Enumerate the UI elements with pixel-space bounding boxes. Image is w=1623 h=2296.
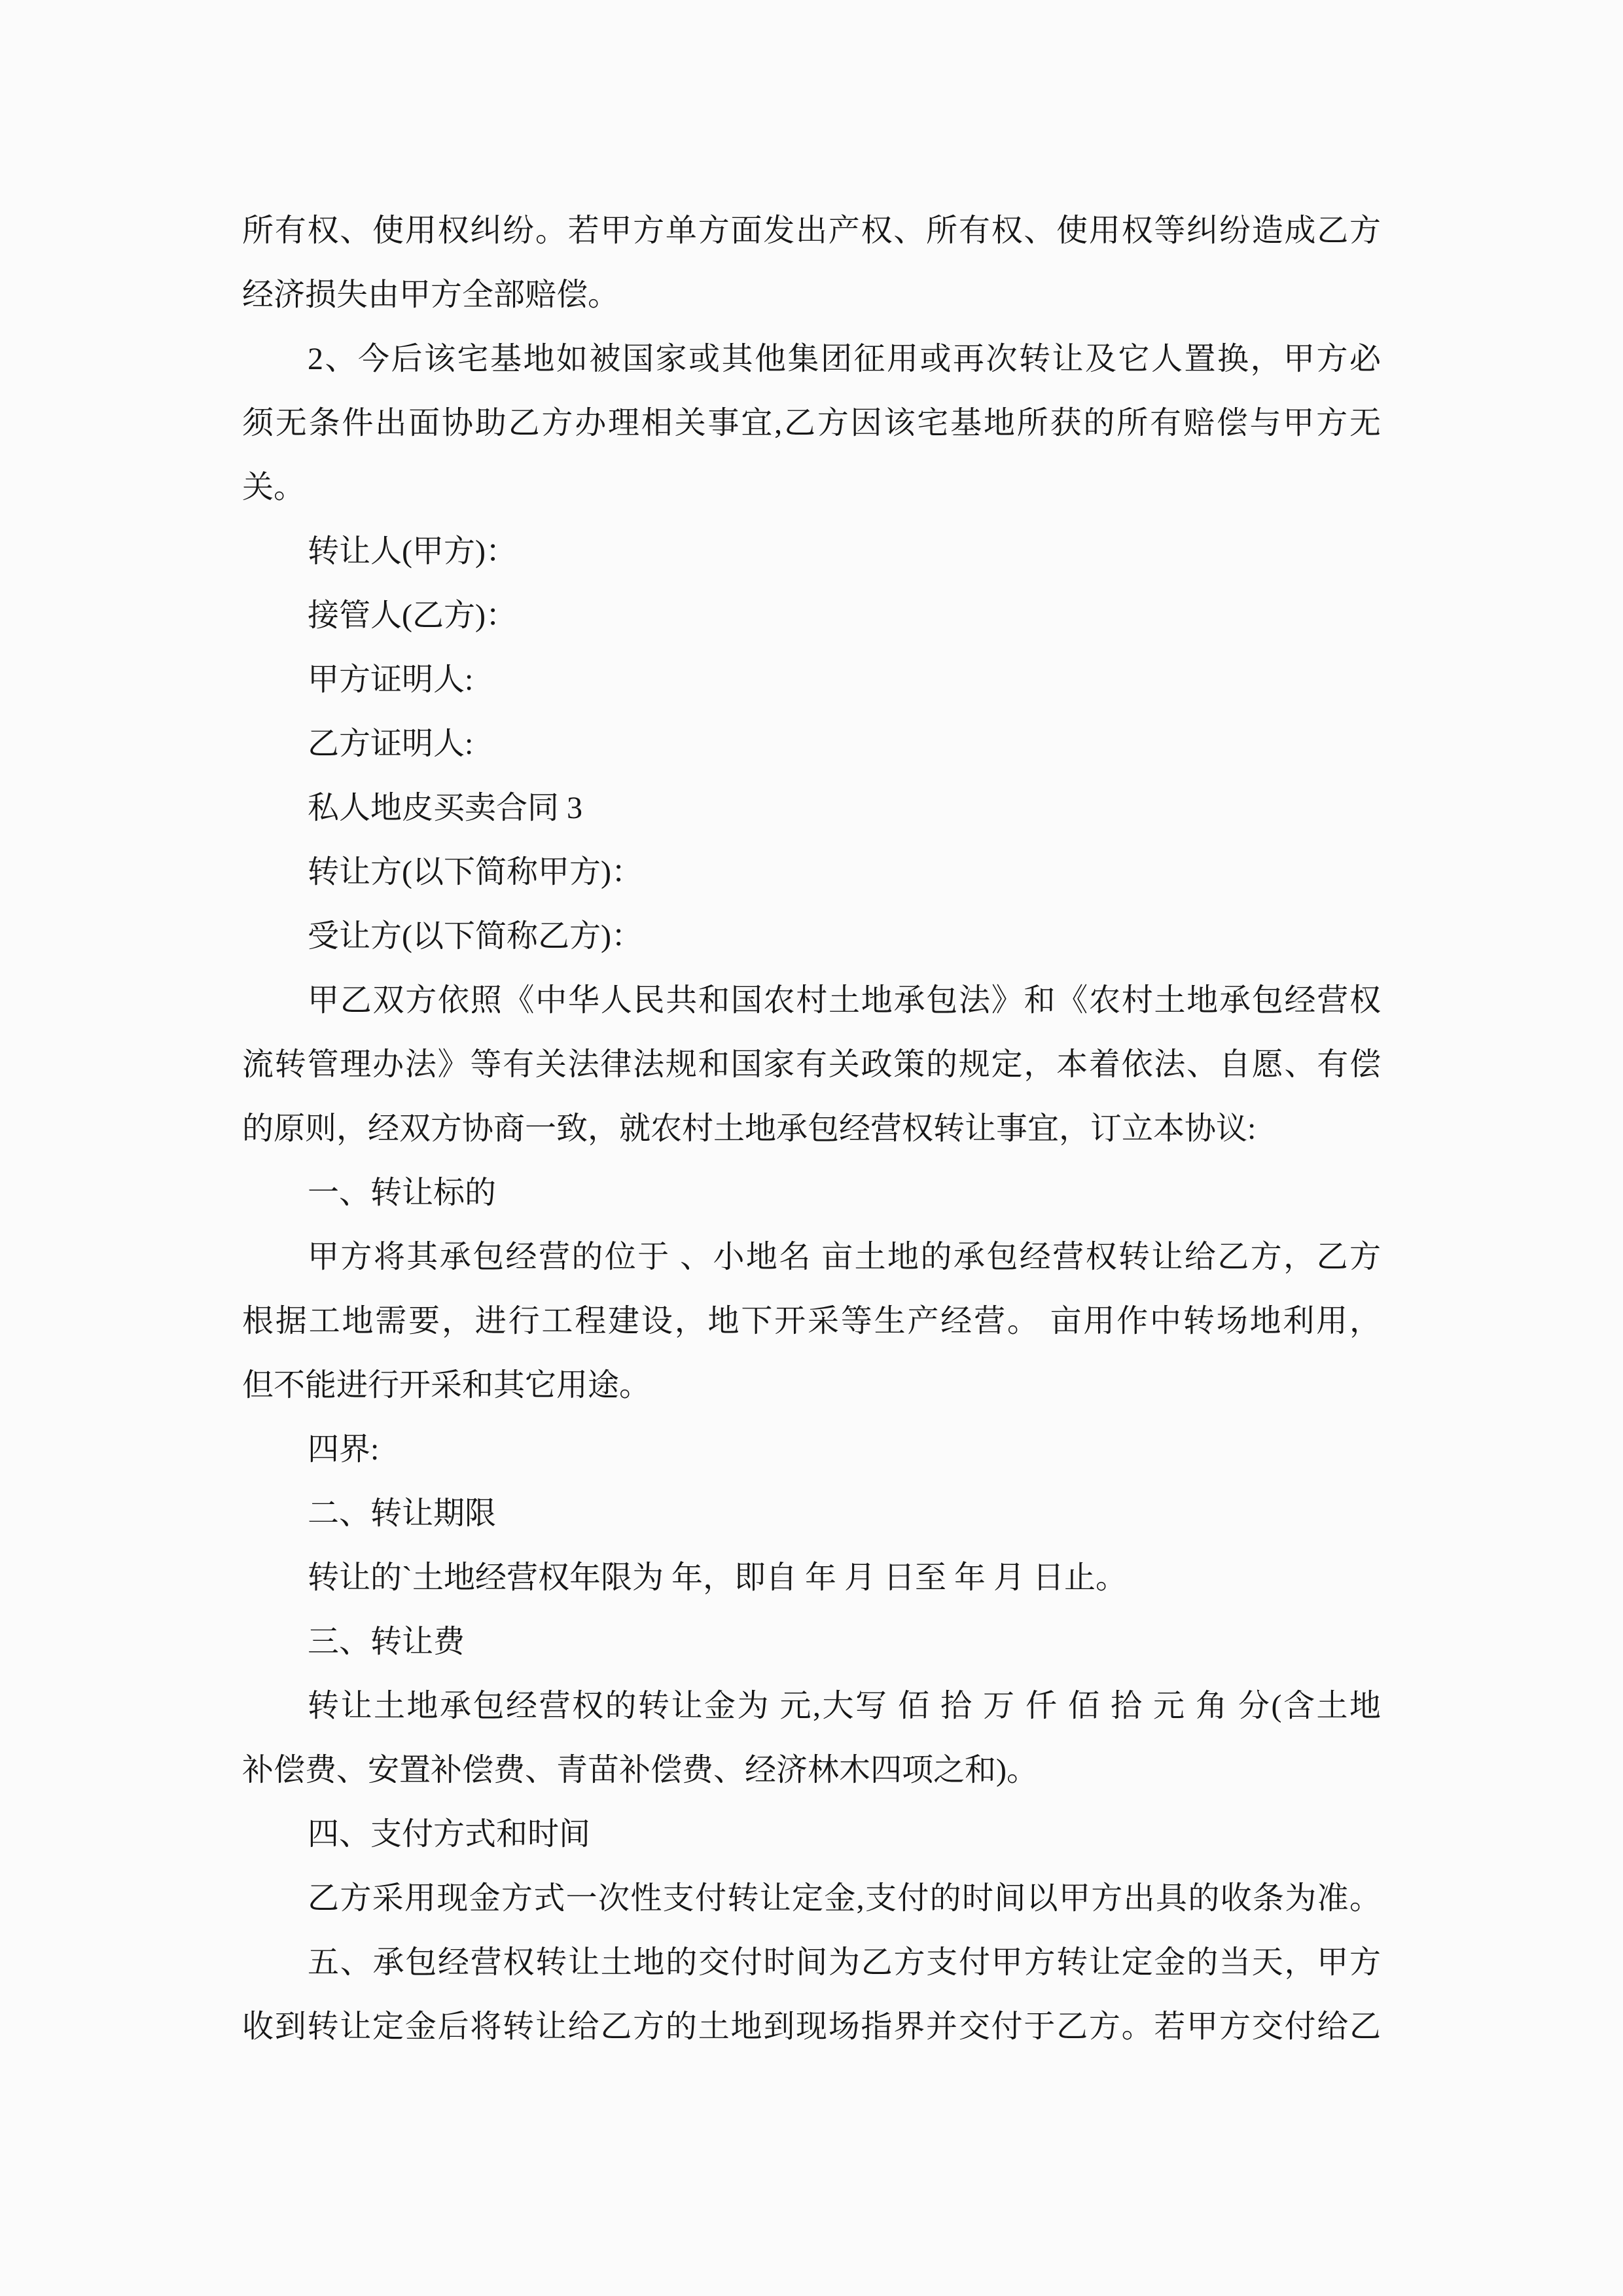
text-line: 五、承包经营权转让土地的交付时间为乙方支付甲方转让定金的当天，甲方	[308, 1945, 1381, 1980]
text-line: 须无条件出面协助乙方办理相关事宜,乙方因该宅基地所获的所有赔偿与甲方无	[242, 406, 1381, 440]
text-line: 根据工地需要，进行工程建设，地下开采等生产经营。 亩用作中转场地利用，	[242, 1304, 1381, 1338]
text-line: 2、今后该宅基地如被国家或其他集团征用或再次转让及它人置换，甲方必	[308, 342, 1381, 376]
text-line: 关。	[242, 470, 306, 505]
text-line: 所有权、使用权纠纷。若甲方单方面发出产权、所有权、使用权等纠纷造成乙方	[242, 213, 1381, 248]
text-line: 但不能进行开采和其它用途。	[242, 1368, 651, 1403]
text-line: 乙方证明人:	[308, 726, 474, 761]
text-line: 甲乙双方依照《中华人民共和国农村土地承包法》和《农村土地承包经营权	[308, 983, 1381, 1018]
text-line: 转让的`土地经营权年限为 年，即自 年 月 日至 年 月 日止。	[308, 1560, 1127, 1595]
text-line: 经济损失由甲方全部赔偿。	[242, 278, 620, 312]
text-line: 流转管理办法》等有关法律法规和国家有关政策的规定，本着依法、自愿、有偿	[242, 1047, 1381, 1082]
text-line: 私人地皮买卖合同 3	[308, 791, 583, 825]
text-line: 甲方证明人:	[308, 662, 474, 697]
text-line: 甲方将其承包经营的位于 、小地名 亩土地的承包经营权转让给乙方，乙方	[308, 1240, 1381, 1274]
text-line: 二、转让期限	[308, 1496, 497, 1531]
text-block	[242, 199, 1381, 2059]
text-line: 乙方采用现金方式一次性支付转让定金,支付的时间以甲方出具的收条为准。	[308, 1881, 1381, 1916]
text-line: 转让土地承包经营权的转让金为 元,大写 佰 拾 万 仟 佰 拾 元 角 分(含土地	[308, 1689, 1381, 1723]
text-line: 一、转让标的	[308, 1175, 497, 1210]
text-line: 补偿费、安置补偿费、青苗补偿费、经济林木四项之和)。	[242, 1753, 1038, 1787]
text-line: 受让方(以下简称乙方)：	[308, 919, 643, 954]
text-line: 四界:	[308, 1432, 380, 1467]
text-line: 的原则，经双方协商一致，就农村土地承包经营权转让事宜，订立本协议:	[242, 1111, 1257, 1146]
text-line: 转让方(以下简称甲方)：	[308, 855, 643, 889]
text-line: 四、支付方式和时间	[308, 1817, 591, 1852]
text-line: 接管人(乙方)：	[308, 598, 517, 633]
text-line: 转让人(甲方)：	[308, 534, 517, 569]
text-line: 三、转让费	[308, 1624, 465, 1659]
text-line: 收到转让定金后将转让给乙方的土地到现场指界并交付于乙方。若甲方交付给乙	[242, 2009, 1381, 2044]
